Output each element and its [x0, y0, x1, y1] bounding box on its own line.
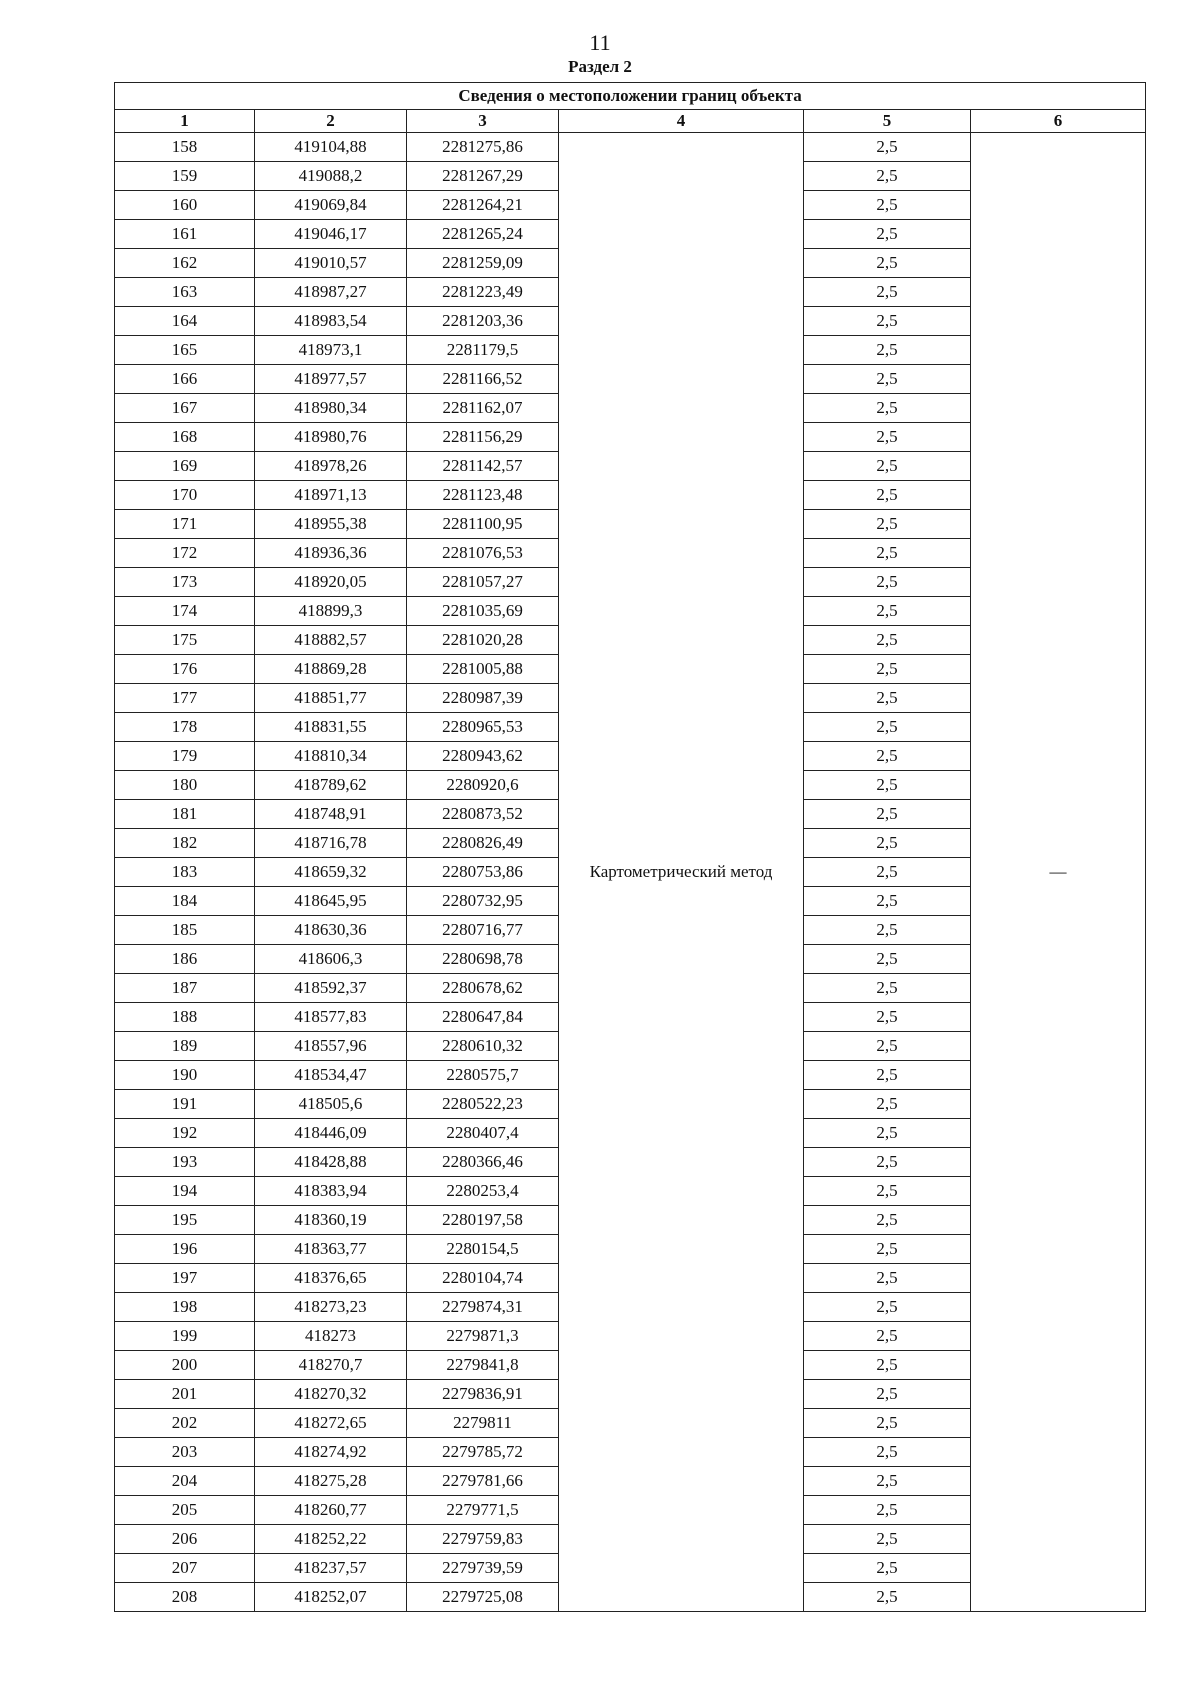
- y-coordinate-cell: 2280716,77: [407, 916, 559, 945]
- accuracy-cell: 2,5: [804, 278, 971, 307]
- accuracy-cell: 2,5: [804, 481, 971, 510]
- x-coordinate-cell: 418237,57: [255, 1554, 407, 1583]
- x-coordinate-cell: 418270,32: [255, 1380, 407, 1409]
- accuracy-cell: 2,5: [804, 1554, 971, 1583]
- y-coordinate-cell: 2279781,66: [407, 1467, 559, 1496]
- x-coordinate-cell: 418936,36: [255, 539, 407, 568]
- accuracy-cell: 2,5: [804, 597, 971, 626]
- x-coordinate-cell: 419010,57: [255, 249, 407, 278]
- y-coordinate-cell: 2280253,4: [407, 1177, 559, 1206]
- accuracy-cell: 2,5: [804, 655, 971, 684]
- accuracy-cell: 2,5: [804, 1235, 971, 1264]
- x-coordinate-cell: 418882,57: [255, 626, 407, 655]
- y-coordinate-cell: 2281203,36: [407, 307, 559, 336]
- x-coordinate-cell: 418273: [255, 1322, 407, 1351]
- accuracy-cell: 2,5: [804, 771, 971, 800]
- x-coordinate-cell: 419088,2: [255, 162, 407, 191]
- x-coordinate-cell: 419046,17: [255, 220, 407, 249]
- accuracy-cell: 2,5: [804, 568, 971, 597]
- x-coordinate-cell: 418977,57: [255, 365, 407, 394]
- x-coordinate-cell: 418252,22: [255, 1525, 407, 1554]
- point-number-cell: 203: [115, 1438, 255, 1467]
- accuracy-cell: 2,5: [804, 1264, 971, 1293]
- x-coordinate-cell: 418748,91: [255, 800, 407, 829]
- accuracy-cell: 2,5: [804, 800, 971, 829]
- point-number-cell: 172: [115, 539, 255, 568]
- x-coordinate-cell: 418376,65: [255, 1264, 407, 1293]
- accuracy-cell: 2,5: [804, 684, 971, 713]
- y-coordinate-cell: 2280610,32: [407, 1032, 559, 1061]
- accuracy-cell: 2,5: [804, 858, 971, 887]
- y-coordinate-cell: 2279785,72: [407, 1438, 559, 1467]
- column-number: 4: [559, 110, 804, 133]
- column-number: 1: [115, 110, 255, 133]
- accuracy-cell: 2,5: [804, 307, 971, 336]
- x-coordinate-cell: 418869,28: [255, 655, 407, 684]
- point-number-cell: 202: [115, 1409, 255, 1438]
- y-coordinate-cell: 2279871,3: [407, 1322, 559, 1351]
- y-coordinate-cell: 2280920,6: [407, 771, 559, 800]
- point-number-cell: 171: [115, 510, 255, 539]
- y-coordinate-cell: 2280197,58: [407, 1206, 559, 1235]
- point-number-cell: 159: [115, 162, 255, 191]
- point-number-cell: 205: [115, 1496, 255, 1525]
- point-number-cell: 174: [115, 597, 255, 626]
- point-number-cell: 196: [115, 1235, 255, 1264]
- x-coordinate-cell: 418955,38: [255, 510, 407, 539]
- x-coordinate-cell: 418275,28: [255, 1467, 407, 1496]
- x-coordinate-cell: 418973,1: [255, 336, 407, 365]
- point-number-cell: 191: [115, 1090, 255, 1119]
- point-number-cell: 190: [115, 1061, 255, 1090]
- accuracy-cell: 2,5: [804, 713, 971, 742]
- point-number-cell: 182: [115, 829, 255, 858]
- point-number-cell: 166: [115, 365, 255, 394]
- y-coordinate-cell: 2279759,83: [407, 1525, 559, 1554]
- y-coordinate-cell: 2279841,8: [407, 1351, 559, 1380]
- accuracy-cell: 2,5: [804, 1438, 971, 1467]
- point-number-cell: 177: [115, 684, 255, 713]
- column-number: 6: [971, 110, 1146, 133]
- y-coordinate-cell: 2280575,7: [407, 1061, 559, 1090]
- x-coordinate-cell: 418577,83: [255, 1003, 407, 1032]
- x-coordinate-cell: 418252,07: [255, 1583, 407, 1612]
- accuracy-cell: 2,5: [804, 1090, 971, 1119]
- point-number-cell: 193: [115, 1148, 255, 1177]
- accuracy-cell: 2,5: [804, 539, 971, 568]
- accuracy-cell: 2,5: [804, 742, 971, 771]
- x-coordinate-cell: 418534,47: [255, 1061, 407, 1090]
- y-coordinate-cell: 2281156,29: [407, 423, 559, 452]
- point-number-cell: 200: [115, 1351, 255, 1380]
- point-number-cell: 162: [115, 249, 255, 278]
- x-coordinate-cell: 418606,3: [255, 945, 407, 974]
- y-coordinate-cell: 2280104,74: [407, 1264, 559, 1293]
- x-coordinate-cell: 418273,23: [255, 1293, 407, 1322]
- y-coordinate-cell: 2280522,23: [407, 1090, 559, 1119]
- x-coordinate-cell: 418557,96: [255, 1032, 407, 1061]
- y-coordinate-cell: 2281076,53: [407, 539, 559, 568]
- accuracy-cell: 2,5: [804, 162, 971, 191]
- y-coordinate-cell: 2280647,84: [407, 1003, 559, 1032]
- column-6-cell: —: [971, 133, 1146, 1612]
- boundary-coordinates-table: [114, 82, 1146, 1612]
- accuracy-cell: 2,5: [804, 1119, 971, 1148]
- y-coordinate-cell: 2279811: [407, 1409, 559, 1438]
- accuracy-cell: 2,5: [804, 365, 971, 394]
- x-coordinate-cell: 418971,13: [255, 481, 407, 510]
- point-number-cell: 195: [115, 1206, 255, 1235]
- x-coordinate-cell: 418505,6: [255, 1090, 407, 1119]
- point-number-cell: 197: [115, 1264, 255, 1293]
- y-coordinate-cell: 2279874,31: [407, 1293, 559, 1322]
- y-coordinate-cell: 2281035,69: [407, 597, 559, 626]
- point-number-cell: 207: [115, 1554, 255, 1583]
- table-body: [115, 133, 1146, 1612]
- x-coordinate-cell: 418789,62: [255, 771, 407, 800]
- x-coordinate-cell: 418272,65: [255, 1409, 407, 1438]
- accuracy-cell: 2,5: [804, 1409, 971, 1438]
- point-number-cell: 158: [115, 133, 255, 162]
- y-coordinate-cell: 2280366,46: [407, 1148, 559, 1177]
- accuracy-cell: 2,5: [804, 945, 971, 974]
- y-coordinate-cell: 2281179,5: [407, 336, 559, 365]
- x-coordinate-cell: 418645,95: [255, 887, 407, 916]
- point-number-cell: 204: [115, 1467, 255, 1496]
- column-number: 2: [255, 110, 407, 133]
- y-coordinate-cell: 2281162,07: [407, 394, 559, 423]
- point-number-cell: 168: [115, 423, 255, 452]
- accuracy-cell: 2,5: [804, 1351, 971, 1380]
- accuracy-cell: 2,5: [804, 1467, 971, 1496]
- accuracy-cell: 2,5: [804, 423, 971, 452]
- method-cell: Картометрический метод: [559, 133, 804, 1612]
- point-number-cell: 181: [115, 800, 255, 829]
- accuracy-cell: 2,5: [804, 1061, 971, 1090]
- x-coordinate-cell: 418980,76: [255, 423, 407, 452]
- x-coordinate-cell: 418716,78: [255, 829, 407, 858]
- point-number-cell: 167: [115, 394, 255, 423]
- accuracy-cell: 2,5: [804, 452, 971, 481]
- accuracy-cell: 2,5: [804, 916, 971, 945]
- x-coordinate-cell: 418831,55: [255, 713, 407, 742]
- y-coordinate-cell: 2280826,49: [407, 829, 559, 858]
- y-coordinate-cell: 2281100,95: [407, 510, 559, 539]
- accuracy-cell: 2,5: [804, 133, 971, 162]
- y-coordinate-cell: 2280678,62: [407, 974, 559, 1003]
- column-number: 5: [804, 110, 971, 133]
- x-coordinate-cell: 418428,88: [255, 1148, 407, 1177]
- x-coordinate-cell: 418851,77: [255, 684, 407, 713]
- y-coordinate-cell: 2281265,24: [407, 220, 559, 249]
- accuracy-cell: 2,5: [804, 974, 971, 1003]
- point-number-cell: 176: [115, 655, 255, 684]
- y-coordinate-cell: 2281267,29: [407, 162, 559, 191]
- point-number-cell: 194: [115, 1177, 255, 1206]
- x-coordinate-cell: 418260,77: [255, 1496, 407, 1525]
- y-coordinate-cell: 2280943,62: [407, 742, 559, 771]
- y-coordinate-cell: 2281123,48: [407, 481, 559, 510]
- accuracy-cell: 2,5: [804, 1380, 971, 1409]
- x-coordinate-cell: 419104,88: [255, 133, 407, 162]
- accuracy-cell: 2,5: [804, 220, 971, 249]
- point-number-cell: 192: [115, 1119, 255, 1148]
- accuracy-cell: 2,5: [804, 1148, 971, 1177]
- accuracy-cell: 2,5: [804, 1206, 971, 1235]
- accuracy-cell: 2,5: [804, 1583, 971, 1612]
- accuracy-cell: 2,5: [804, 1032, 971, 1061]
- point-number-cell: 160: [115, 191, 255, 220]
- accuracy-cell: 2,5: [804, 1177, 971, 1206]
- x-coordinate-cell: 418980,34: [255, 394, 407, 423]
- y-coordinate-cell: 2280987,39: [407, 684, 559, 713]
- x-coordinate-cell: 418983,54: [255, 307, 407, 336]
- point-number-cell: 184: [115, 887, 255, 916]
- point-number-cell: 183: [115, 858, 255, 887]
- y-coordinate-cell: 2279725,08: [407, 1583, 559, 1612]
- y-coordinate-cell: 2281166,52: [407, 365, 559, 394]
- accuracy-cell: 2,5: [804, 510, 971, 539]
- y-coordinate-cell: 2281057,27: [407, 568, 559, 597]
- y-coordinate-cell: 2279739,59: [407, 1554, 559, 1583]
- point-number-cell: 208: [115, 1583, 255, 1612]
- y-coordinate-cell: 2280965,53: [407, 713, 559, 742]
- y-coordinate-cell: 2281142,57: [407, 452, 559, 481]
- point-number-cell: 199: [115, 1322, 255, 1351]
- point-number-cell: 186: [115, 945, 255, 974]
- y-coordinate-cell: 2281223,49: [407, 278, 559, 307]
- accuracy-cell: 2,5: [804, 1525, 971, 1554]
- point-number-cell: 188: [115, 1003, 255, 1032]
- point-number-cell: 170: [115, 481, 255, 510]
- x-coordinate-cell: 418659,32: [255, 858, 407, 887]
- x-coordinate-cell: 418360,19: [255, 1206, 407, 1235]
- x-coordinate-cell: 418383,94: [255, 1177, 407, 1206]
- point-number-cell: 179: [115, 742, 255, 771]
- y-coordinate-cell: 2280154,5: [407, 1235, 559, 1264]
- x-coordinate-cell: 418978,26: [255, 452, 407, 481]
- x-coordinate-cell: 418363,77: [255, 1235, 407, 1264]
- y-coordinate-cell: 2280407,4: [407, 1119, 559, 1148]
- y-coordinate-cell: 2280732,95: [407, 887, 559, 916]
- y-coordinate-cell: 2281264,21: [407, 191, 559, 220]
- x-coordinate-cell: 418920,05: [255, 568, 407, 597]
- point-number-cell: 189: [115, 1032, 255, 1061]
- y-coordinate-cell: 2280753,86: [407, 858, 559, 887]
- x-coordinate-cell: 418630,36: [255, 916, 407, 945]
- point-number-cell: 198: [115, 1293, 255, 1322]
- point-number-cell: 201: [115, 1380, 255, 1409]
- x-coordinate-cell: 418987,27: [255, 278, 407, 307]
- point-number-cell: 163: [115, 278, 255, 307]
- accuracy-cell: 2,5: [804, 336, 971, 365]
- accuracy-cell: 2,5: [804, 1003, 971, 1032]
- point-number-cell: 173: [115, 568, 255, 597]
- accuracy-cell: 2,5: [804, 1496, 971, 1525]
- y-coordinate-cell: 2281275,86: [407, 133, 559, 162]
- y-coordinate-cell: 2281020,28: [407, 626, 559, 655]
- point-number-cell: 180: [115, 771, 255, 800]
- x-coordinate-cell: 418592,37: [255, 974, 407, 1003]
- point-number-cell: 165: [115, 336, 255, 365]
- page-number: 11: [589, 30, 611, 55]
- y-coordinate-cell: 2281259,09: [407, 249, 559, 278]
- x-coordinate-cell: 418270,7: [255, 1351, 407, 1380]
- accuracy-cell: 2,5: [804, 394, 971, 423]
- point-number-cell: 185: [115, 916, 255, 945]
- column-number: 3: [407, 110, 559, 133]
- point-number-cell: 175: [115, 626, 255, 655]
- y-coordinate-cell: 2279836,91: [407, 1380, 559, 1409]
- table-title: Сведения о местоположении границ объекта: [115, 83, 1146, 110]
- y-coordinate-cell: 2280873,52: [407, 800, 559, 829]
- point-number-cell: 206: [115, 1525, 255, 1554]
- accuracy-cell: 2,5: [804, 1322, 971, 1351]
- x-coordinate-cell: 419069,84: [255, 191, 407, 220]
- point-number-cell: 187: [115, 974, 255, 1003]
- accuracy-cell: 2,5: [804, 887, 971, 916]
- accuracy-cell: 2,5: [804, 626, 971, 655]
- point-number-cell: 169: [115, 452, 255, 481]
- x-coordinate-cell: 418274,92: [255, 1438, 407, 1467]
- point-number-cell: 178: [115, 713, 255, 742]
- x-coordinate-cell: 418899,3: [255, 597, 407, 626]
- accuracy-cell: 2,5: [804, 829, 971, 858]
- accuracy-cell: 2,5: [804, 1293, 971, 1322]
- point-number-cell: 161: [115, 220, 255, 249]
- accuracy-cell: 2,5: [804, 191, 971, 220]
- accuracy-cell: 2,5: [804, 249, 971, 278]
- y-coordinate-cell: 2280698,78: [407, 945, 559, 974]
- point-number-cell: 164: [115, 307, 255, 336]
- y-coordinate-cell: 2279771,5: [407, 1496, 559, 1525]
- section-title: Раздел 2: [568, 57, 632, 76]
- x-coordinate-cell: 418810,34: [255, 742, 407, 771]
- x-coordinate-cell: 418446,09: [255, 1119, 407, 1148]
- y-coordinate-cell: 2281005,88: [407, 655, 559, 684]
- table-row: [115, 133, 1146, 162]
- column-number-row: [115, 110, 1146, 133]
